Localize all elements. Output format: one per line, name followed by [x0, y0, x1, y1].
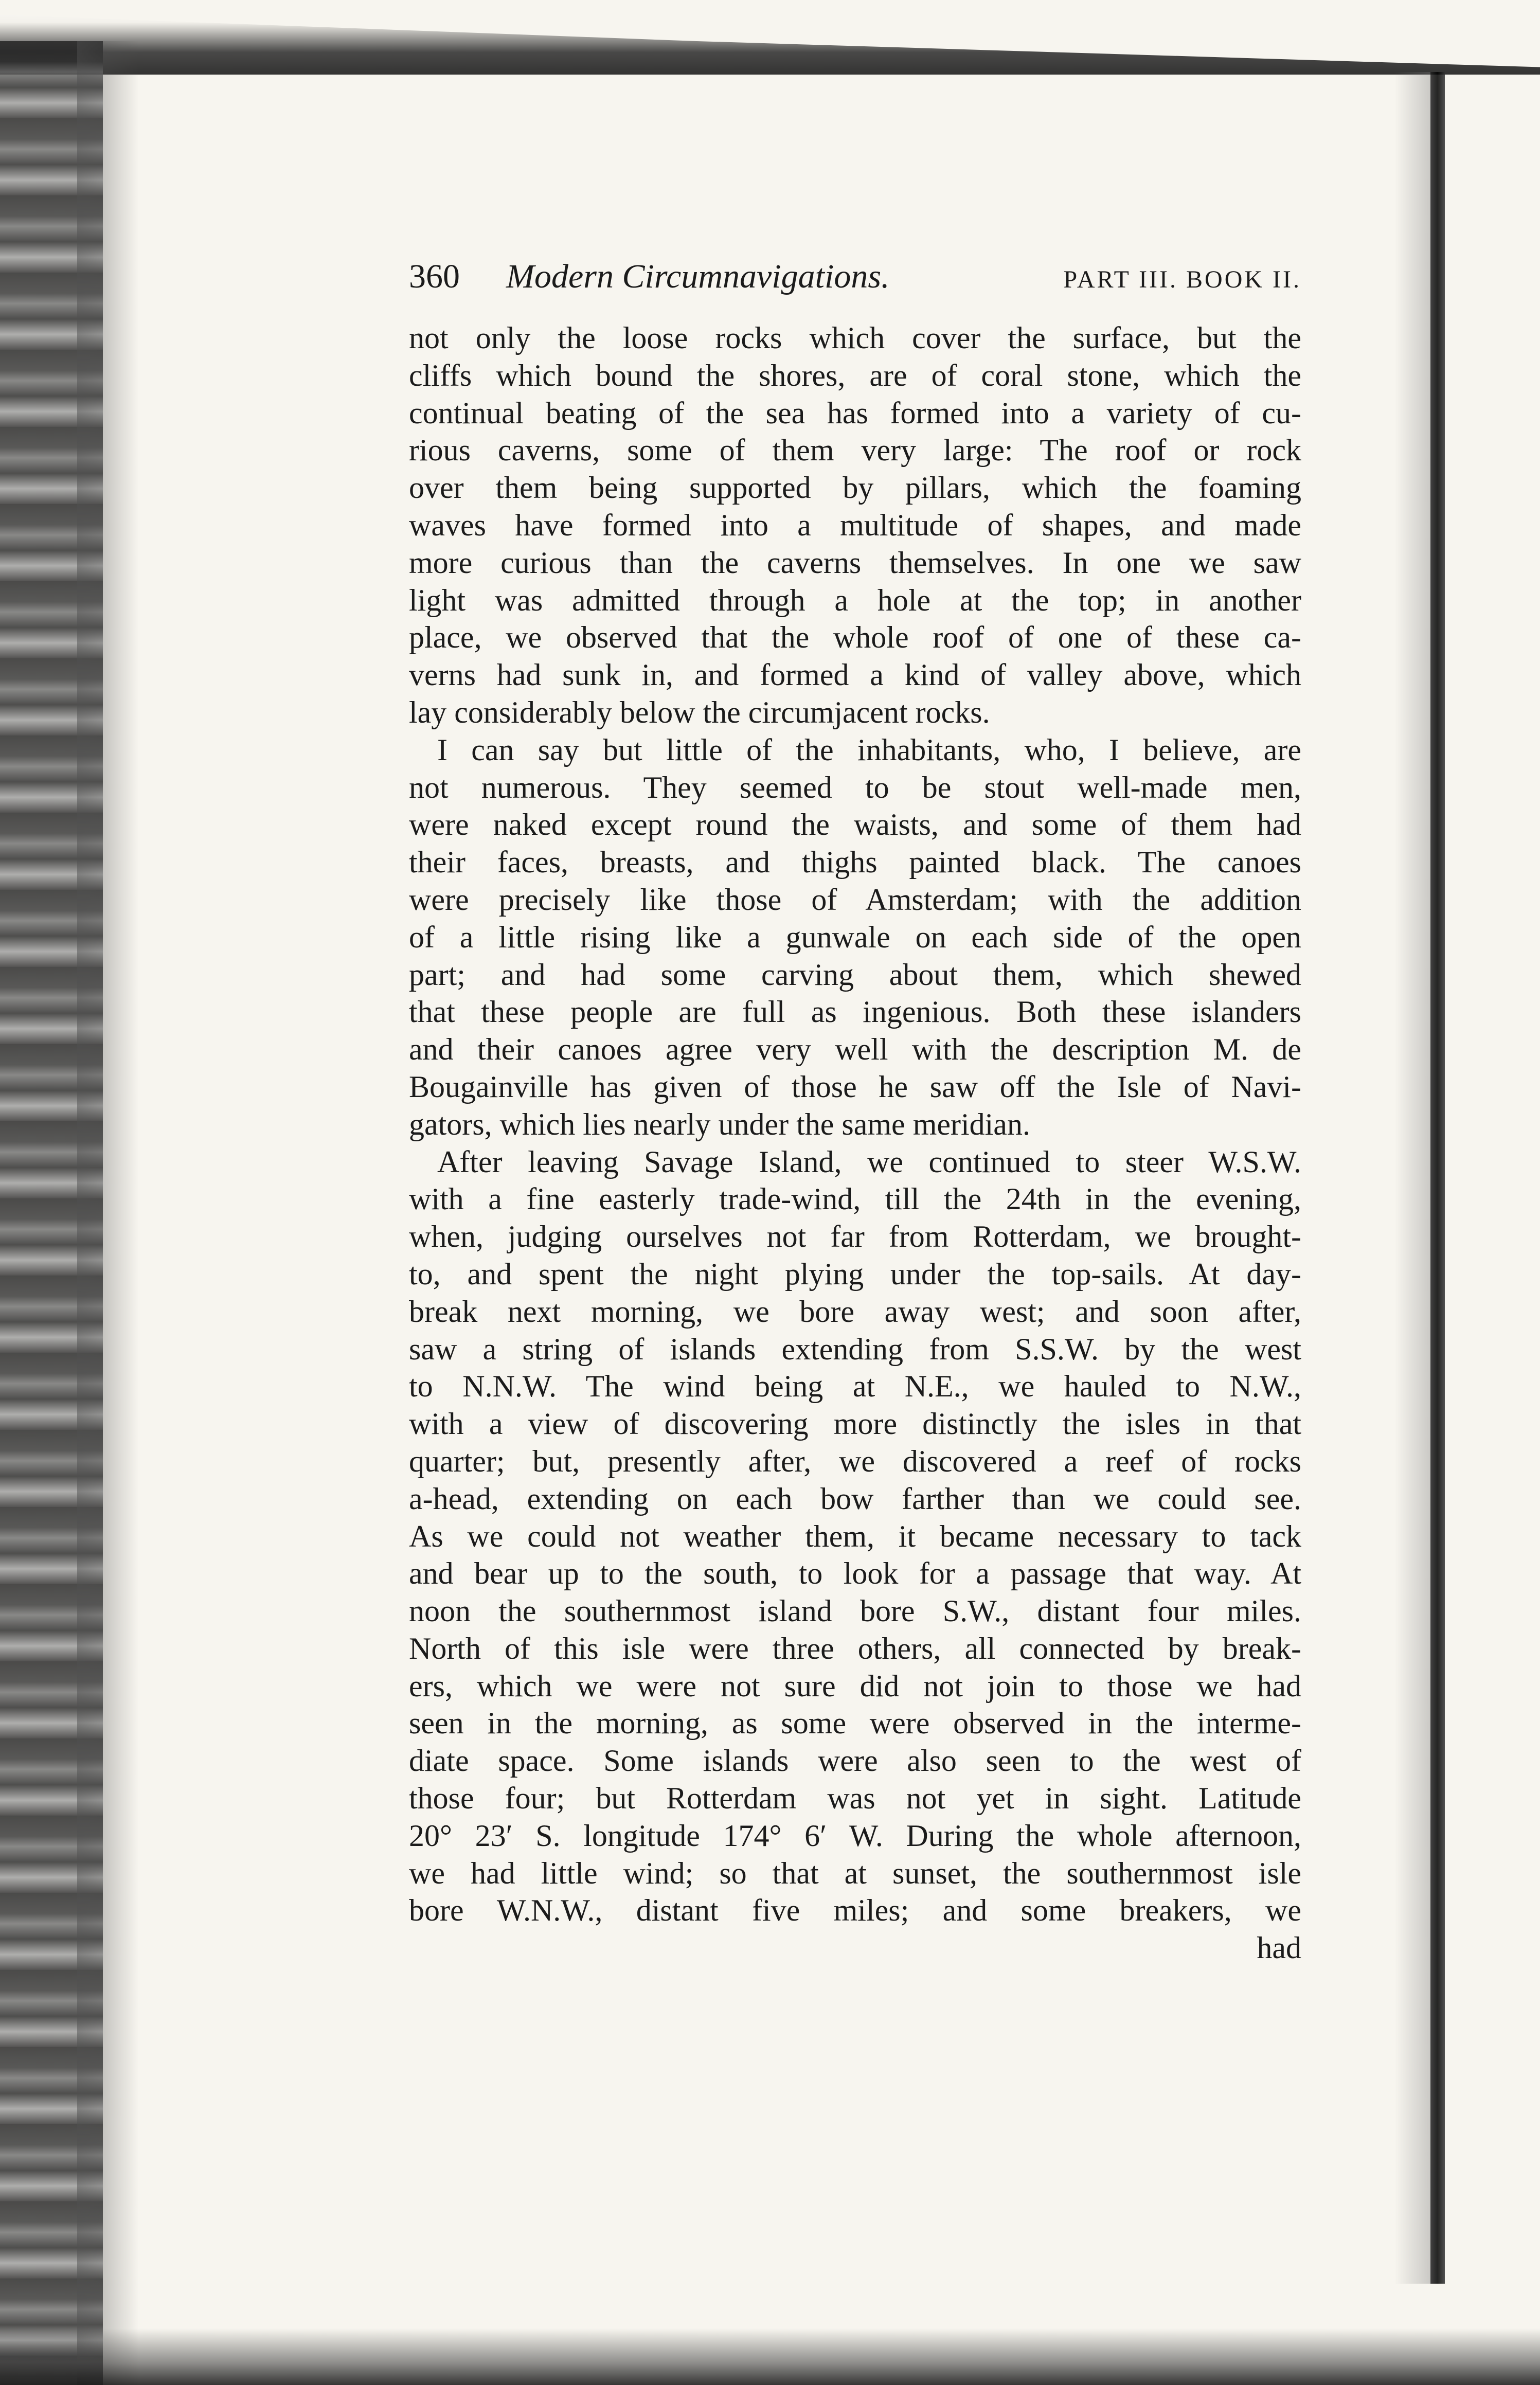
text-line: to, and spent the night plying under the top-sails. At day-: [409, 1257, 1301, 1291]
text-line: North of this isle were three others, all connected by break-: [409, 1631, 1301, 1665]
text-line: to N.N.W. The wind being at N.E., we hauled to N.W.,: [409, 1369, 1301, 1404]
catchword: had: [1257, 1931, 1301, 1965]
text-line: As we could not weather them, it became necessary to tack: [409, 1519, 1301, 1553]
scan-binding-shadow: [77, 41, 139, 2385]
text-line: were naked except round the waists, and some of them had: [409, 808, 1301, 842]
text-line: and bear up to the south, to look for a passage that way. At: [409, 1556, 1301, 1591]
running-head: [409, 257, 1301, 301]
text-line: lay considerably below the circumjacent rocks.: [409, 695, 990, 729]
text-line: their faces, breasts, and thighs painted black. The canoes: [409, 845, 1301, 880]
text-line: and their canoes agree very well with the description M. de: [409, 1032, 1301, 1067]
running-title: Modern Circumnavigations.: [506, 258, 890, 295]
text-line: with a view of discovering more distinctly the isles in that: [409, 1407, 1301, 1441]
text-line: not only the loose rocks which cover the surface, but the: [409, 321, 1301, 355]
text-line: cliffs which bound the shores, are of coral stone, which the: [409, 358, 1301, 392]
text-line: we had little wind; so that at sunset, the southernmost isle: [409, 1856, 1301, 1890]
text-line: light was admitted through a hole at the top; in another: [409, 583, 1301, 617]
text-line: a-head, extending on each bow farther than we could see.: [409, 1481, 1301, 1516]
text-line: Bougainville has given of those he saw off the Isle of Navi-: [409, 1069, 1301, 1104]
body-text: [409, 319, 1301, 1967]
scan-edge-right: [1430, 72, 1445, 2284]
text-line: verns had sunk in, and formed a kind of valley above, which: [409, 658, 1301, 692]
text-line: rious caverns, some of them very large: The roof or rock: [409, 433, 1301, 468]
scan-edge-right-shadow: [1394, 72, 1430, 2284]
text-line: break next morning, we bore away west; and soon after,: [409, 1294, 1301, 1329]
text-line: with a fine easterly trade-wind, till the 24th in the evening,: [409, 1182, 1301, 1216]
text-line: not numerous. They seemed to be stout well-made men,: [409, 770, 1301, 804]
text-line: were precisely like those of Amsterdam; with the addition: [409, 882, 1301, 917]
text-line: quarter; but, presently after, we discovered a reef of rocks: [409, 1444, 1301, 1478]
page-number: 360: [409, 258, 460, 295]
text-line: place, we observed that the whole roof of one of these ca-: [409, 620, 1301, 655]
part-book-label: PART III. BOOK II.: [1063, 266, 1301, 293]
text-line: more curious than the caverns themselves. In one we saw: [409, 545, 1301, 580]
text-line: ers, which we were not sure did not join to those we had: [409, 1669, 1301, 1703]
text-line: gators, which lies nearly under the same meridian.: [409, 1107, 1030, 1141]
text-line: continual beating of the sea has formed into a variety of cu-: [409, 396, 1301, 430]
text-line: when, judging ourselves not far from Rotterdam, we brought-: [409, 1220, 1301, 1254]
text-line: of a little rising like a gunwale on each side of the open: [409, 920, 1301, 954]
text-line: that these people are full as ingenious. Both these islanders: [409, 995, 1301, 1029]
scan-edge-top: [0, 0, 1540, 75]
text-line: 20° 23′ S. longitude 174° 6′ W. During the whole afternoon,: [409, 1818, 1301, 1853]
text-line: saw a string of islands extending from S.S.W. by the west: [409, 1332, 1301, 1366]
text-line: waves have formed into a multitude of shapes, and made: [409, 508, 1301, 542]
text-line: I can say but little of the inhabitants, who, I believe, are: [437, 732, 1301, 767]
text-line: After leaving Savage Island, we continued to steer W.S.W.: [437, 1144, 1301, 1179]
scan-edge-bottom: [0, 2328, 1540, 2385]
book-page: [409, 257, 1301, 1967]
text-line: noon the southernmost island bore S.W., distant four miles.: [409, 1594, 1301, 1628]
text-line: seen in the morning, as some were observed in the interme-: [409, 1706, 1301, 1741]
text-line: diate space. Some islands were also seen to the west of: [409, 1744, 1301, 1778]
text-line: those four; but Rotterdam was not yet in sight. Latitude: [409, 1781, 1301, 1816]
text-line: part; and had some carving about them, which shewed: [409, 957, 1301, 992]
text-line: bore W.N.W., distant five miles; and some breakers, we: [409, 1893, 1301, 1928]
text-line: over them being supported by pillars, which the foaming: [409, 471, 1301, 505]
